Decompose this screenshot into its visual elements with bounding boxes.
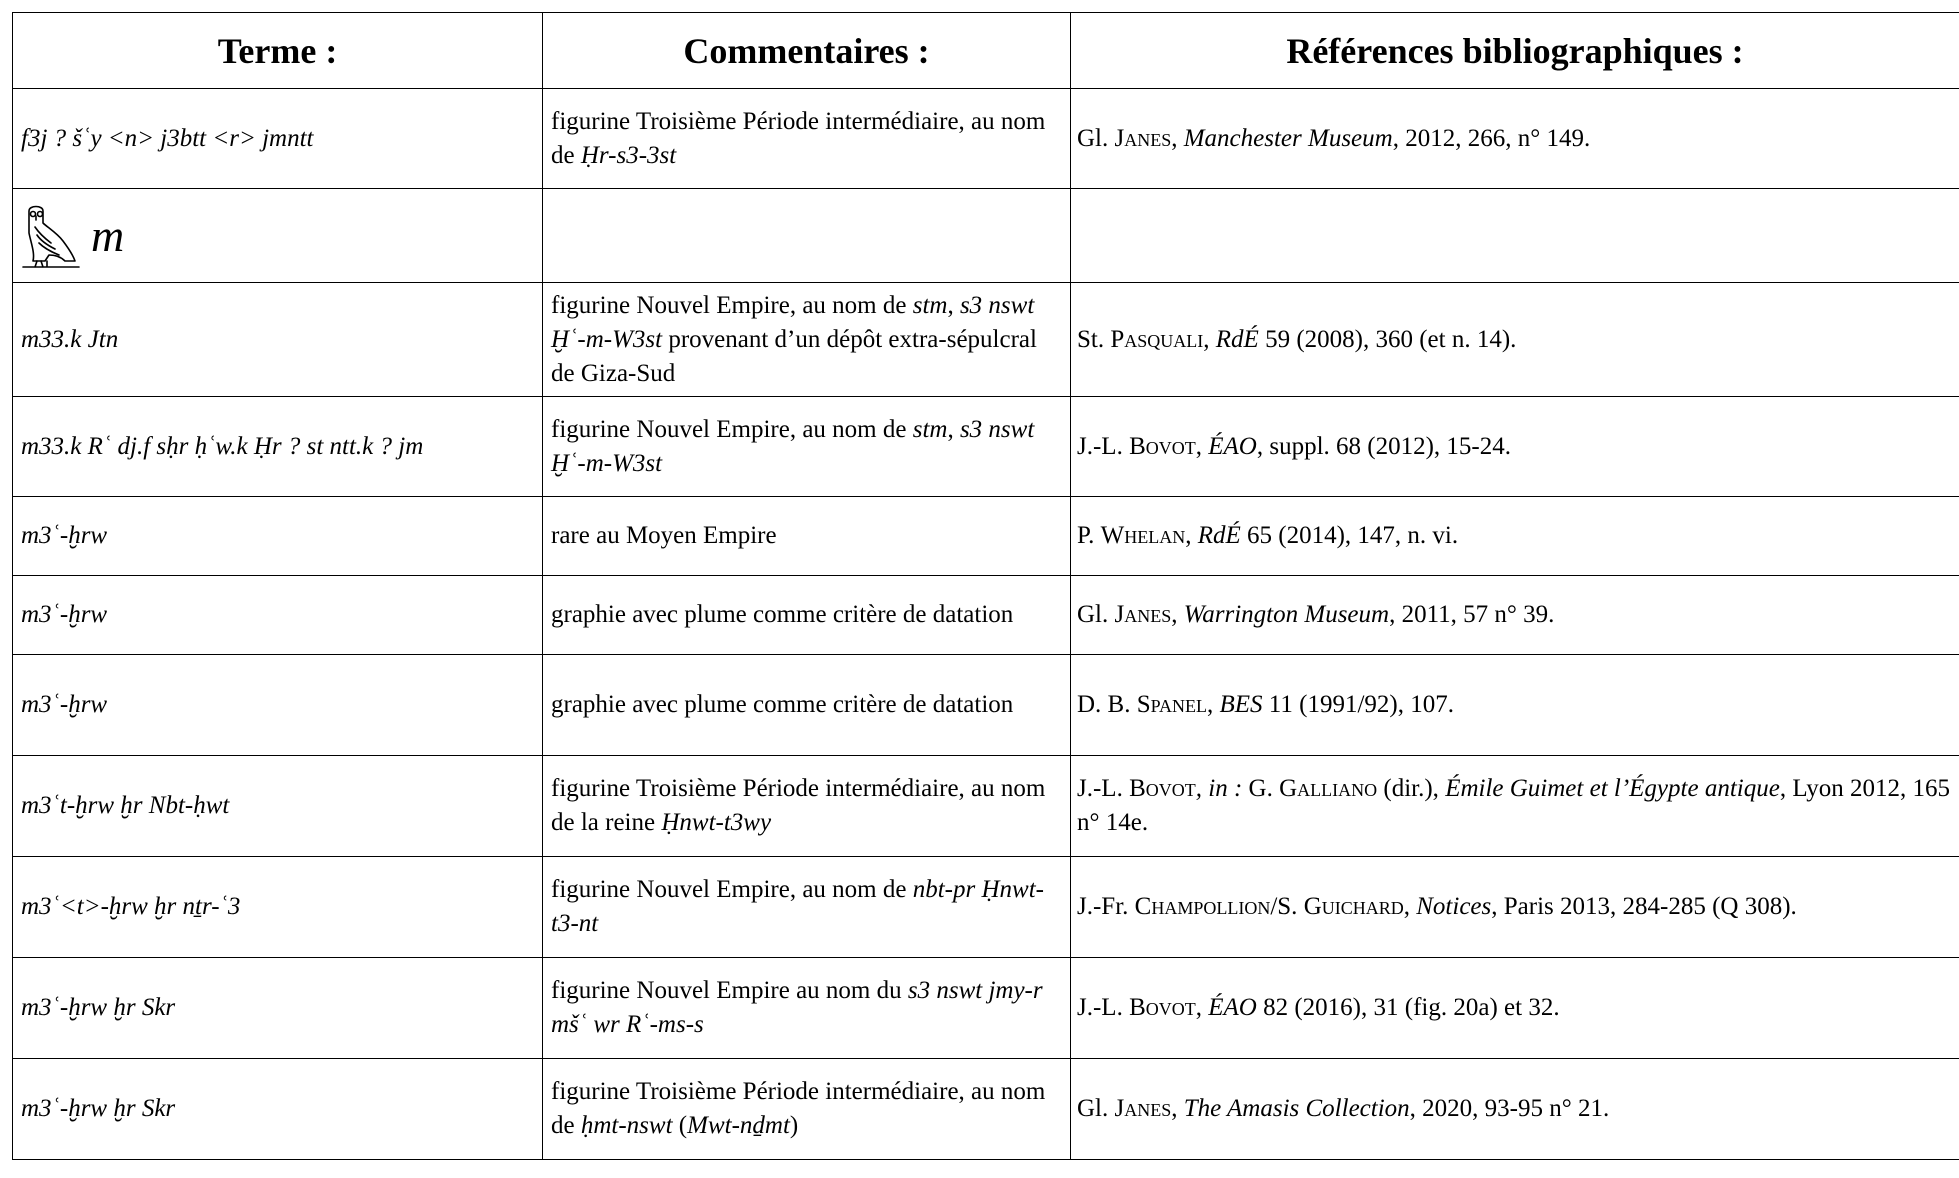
text-segment: , 2020, 93-95 n° 21. [1409,1095,1610,1122]
text-segment: rare au Moyen Empire [551,522,777,549]
reference-cell [1071,576,1959,655]
comment-cell [543,397,1071,497]
author-name: Janes [1114,124,1172,152]
text-segment: , [1185,522,1198,549]
term-cell: m3ʿ-ḫrw [13,497,543,576]
text-segment: 65 (2014), 147, n. vi. [1240,522,1459,549]
italic-text: Mwt-nḏmt [687,1112,790,1139]
table-row [13,756,1959,857]
table-row [13,497,1959,576]
text-segment: , [1207,691,1220,718]
table-row [13,89,1959,189]
table-row [13,397,1959,497]
reference-cell [1071,89,1959,189]
italic-text: Notices [1416,893,1492,920]
text-segment: , suppl. 68 (2012), 15-24. [1256,432,1512,460]
author-name: Janes [1114,601,1172,628]
text-segment: , Lyon 2012, 165 n° 14e. [1077,775,1950,836]
text-segment: J.-L. [1077,432,1130,460]
text-segment: D. B. [1077,691,1137,718]
text-segment: (dir.), [1377,775,1446,802]
reference-cell [1071,655,1959,756]
term-cell: m3ʿt-ḫrw ḫr Nbt-ḥwt [13,756,543,857]
italic-text: stm [912,415,948,443]
author-name: Whelan [1100,522,1186,549]
italic-text: ÉAO [1208,432,1257,460]
comment-cell [543,857,1071,958]
italic-text: ḥmt-nswt [580,1112,673,1139]
text-segment: J.-Fr. [1077,893,1135,920]
reference-cell [1071,397,1959,497]
text-segment: , [1195,994,1209,1021]
text-segment: figurine Troisième Période intermédiaire, au nom de la reine [551,775,1046,836]
table-row [13,655,1959,756]
term-cell: m3ʿ-ḫrw [13,655,543,756]
text-segment: 82 (2016), 31 (fig. 20a) et 32. [1256,994,1560,1021]
reference-cell [1071,958,1959,1059]
header-comments: Commentaires : [543,13,1071,89]
text-segment: J.-L. [1077,775,1130,802]
author-name: Spanel [1136,691,1207,718]
text-segment: , 2012, 266, n° 149. [1392,124,1591,152]
bibliography-table [12,12,1959,1160]
author-name: Guichard [1303,893,1404,920]
term-cell: m3ʿ-ḫrw ḫr Skr [13,1059,543,1160]
text-segment: , [1195,432,1209,460]
term-cell: f3j ? šʿy <n> j3btt <r> jmntt [13,89,543,189]
empty-cell [543,189,1071,283]
italic-text: s3 nswt Ḫʿ-m-W3st [551,415,1035,477]
comment-cell [543,576,1071,655]
text-segment: figurine Nouvel Empire au nom du [551,977,908,1004]
header-term: Terme : [13,13,543,89]
italic-text: s3 nswt Ḫʿ-m-W3st [551,291,1035,353]
text-segment: St. [1077,325,1111,353]
text-segment: , Paris 2013, 284-285 (Q 308). [1491,893,1797,920]
section-row [13,189,1959,283]
italic-text: s3 nswt jmy-r mšʿ wr Rʿ-ms-s [551,977,1043,1038]
italic-text: nbt-pr Ḥnwt-t3-nt [551,876,1044,937]
table-row [13,1059,1959,1160]
text-segment: provenant d’un dépôt extra-sépulcral de Giza-Sud [551,325,1037,387]
text-segment: , [947,291,960,319]
text-segment: , 2011, 57 n° 39. [1389,601,1555,628]
italic-text: ÉAO [1208,994,1257,1021]
text-segment: graphie avec plume comme critère de datation [551,691,1014,718]
text-segment: Gl. [1077,124,1115,152]
italic-text: RdÉ [1197,522,1241,549]
author-name: Bovot [1129,994,1196,1021]
text-segment: figurine Troisième Période intermédiaire, au nom de [551,1078,1046,1139]
text-segment: J.-L. [1077,994,1130,1021]
reference-cell [1071,857,1959,958]
author-name: Champollion [1134,893,1271,920]
text-segment: , [947,415,960,443]
term-cell: m3ʿ-ḫrw ḫr Skr [13,958,543,1059]
text-segment: figurine Nouvel Empire, au nom de [551,415,913,443]
text-segment: , [1171,1095,1184,1122]
text-segment: ) [789,1112,799,1139]
text-segment: P. [1077,522,1101,549]
comment-cell [543,655,1071,756]
italic-text: , in : [1195,775,1243,802]
text-segment: , [1171,601,1184,628]
text-segment: /S. [1270,893,1304,920]
text-segment: , [1171,124,1184,152]
text-segment: figurine Nouvel Empire, au nom de [551,291,913,319]
comment-cell [543,1059,1071,1160]
comment-cell [543,958,1071,1059]
text-segment: Gl. [1077,601,1115,628]
comment-cell [543,756,1071,857]
table-row [13,283,1959,397]
empty-cell [1071,189,1959,283]
italic-text: Ḥnwt-t3wy [661,809,772,836]
text-segment: 11 (1991/92), 107. [1262,691,1454,718]
author-name: Bovot [1129,775,1196,802]
table-row [13,857,1959,958]
text-segment: ( [672,1112,688,1139]
section-sign-cell [13,189,543,283]
italic-text: RdÉ [1215,325,1259,353]
table-row [13,958,1959,1059]
text-segment: figurine Nouvel Empire, au nom de [551,876,913,903]
reference-cell [1071,283,1959,397]
section-letter: m [91,209,125,261]
header-references: Références bibliographiques : [1071,13,1959,89]
italic-text: stm [912,291,948,319]
text-segment: figurine Troisième Période intermédiaire, au nom de [551,107,1046,169]
table-body [13,89,1959,1160]
term-cell: m33.k Rʿ dj.f sḥr ḥʿw.k Ḥr ? st ntt.k ? jm [13,397,543,497]
comment-cell [543,89,1071,189]
author-name: Pasquali [1110,325,1204,353]
text-segment: , [1403,893,1417,920]
text-segment: Gl. [1077,1095,1115,1122]
table-row [13,576,1959,655]
author-name: Bovot [1129,432,1196,460]
italic-text: BES [1219,691,1263,718]
author-name: Janes [1114,1095,1172,1122]
text-segment: G. [1242,775,1280,802]
comment-cell [543,283,1071,397]
italic-text: The Amasis Collection [1183,1095,1410,1122]
comment-cell [543,497,1071,576]
text-segment: , [1203,325,1216,353]
text-segment: 59 (2008), 360 (et n. 14). [1258,325,1517,353]
term-cell: m33.k Jtn [13,283,543,397]
header-row [13,13,1959,89]
text-segment: graphie avec plume comme critère de datation [551,601,1014,628]
italic-text: Manchester Museum [1183,124,1393,152]
owl-hieroglyph-icon [21,203,81,269]
italic-text: Émile Guimet et l’Égypte antique [1445,775,1780,802]
italic-text: Warrington Museum [1183,601,1390,628]
reference-cell [1071,756,1959,857]
term-cell: m3ʿ-ḫrw [13,576,543,655]
reference-cell [1071,1059,1959,1160]
term-cell: m3ʿ<t>-ḫrw ḫr nṯr-ʿ3 [13,857,543,958]
italic-text: Ḥr-s3-3st [580,141,677,169]
author-name: Galliano [1279,775,1378,802]
reference-cell [1071,497,1959,576]
